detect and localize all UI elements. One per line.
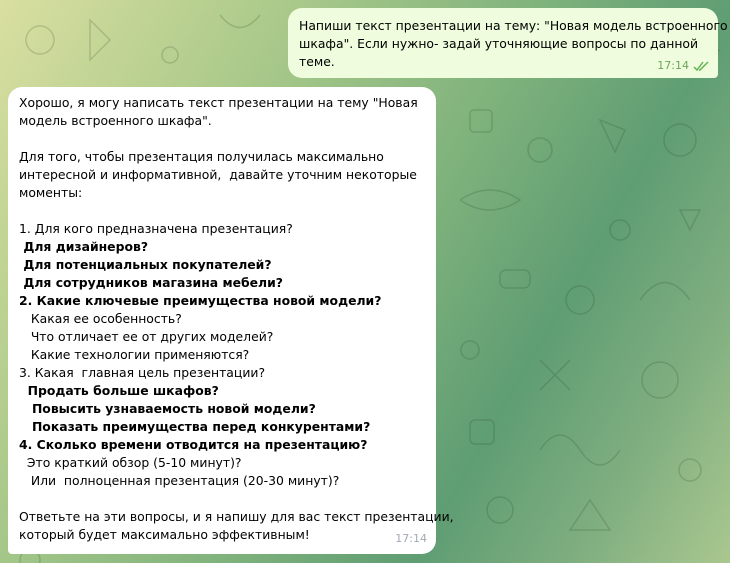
double-check-icon xyxy=(693,61,710,72)
outgoing-message-line: Напиши текст презентации на тему: "Новая модель встроенного xyxy=(299,18,728,33)
question-2-option: Какие технологии применяются? xyxy=(19,347,250,362)
message-text-line: интересной и информативной, давайте уточним некоторые xyxy=(19,167,417,182)
message-text-line: моменты: xyxy=(19,185,83,200)
incoming-message-bubble[interactable] xyxy=(8,87,454,554)
question-3-option: Показать преимущества перед конкурентами? xyxy=(19,419,371,434)
question-3: 3. Какая главная цель презентации? xyxy=(19,365,266,380)
message-text-line: который будет максимально эффективным! xyxy=(19,527,310,542)
question-2-option: Что отличает ее от других моделей? xyxy=(19,329,274,344)
outgoing-message-line: шкафа". Если нужно- задай уточняющие вопросы по данной xyxy=(299,36,699,51)
incoming-message-time: 17:14 xyxy=(395,532,427,545)
question-2: 2. Какие ключевые преимущества новой модели? xyxy=(19,293,382,308)
question-3-option: Повысить узнаваемость новой модели? xyxy=(19,401,316,416)
question-4-option: Это краткий обзор (5-10 минут)? xyxy=(19,455,242,470)
paragraph-gap xyxy=(19,202,424,220)
question-1: 1. Для кого предназначена презентация? xyxy=(19,221,293,236)
question-1-option: Для дизайнеров? xyxy=(19,239,149,254)
question-1-option: Для потенциальных покупателей? xyxy=(19,257,272,272)
question-4: 4. Сколько времени отводится на презентацию? xyxy=(19,437,368,452)
question-4-option: Или полноценная презентация (20-30 минут)? xyxy=(19,473,340,488)
message-text-line: Для того, чтобы презентация получилась максимально xyxy=(19,149,384,164)
paragraph-gap xyxy=(19,130,424,148)
message-text-line: Ответьте на эти вопросы, и я напишу для вас текст презентации, xyxy=(19,509,454,524)
outgoing-message-bubble[interactable] xyxy=(288,8,728,78)
message-text-line: Хорошо, я могу написать текст презентации на тему "Новая xyxy=(19,95,418,110)
question-1-option: Для сотрудников магазина мебели? xyxy=(19,275,283,290)
incoming-message-meta xyxy=(395,530,427,548)
question-3-option: Продать больше шкафов? xyxy=(19,383,219,398)
outgoing-message-time: 17:14 xyxy=(657,59,689,72)
question-2-option: Какая ее особенность? xyxy=(19,311,182,326)
outgoing-message-line: теме. xyxy=(299,54,335,69)
message-text-line: модель встроенного шкафа". xyxy=(19,113,212,128)
outgoing-message-meta xyxy=(657,57,710,75)
paragraph-gap xyxy=(19,490,424,508)
